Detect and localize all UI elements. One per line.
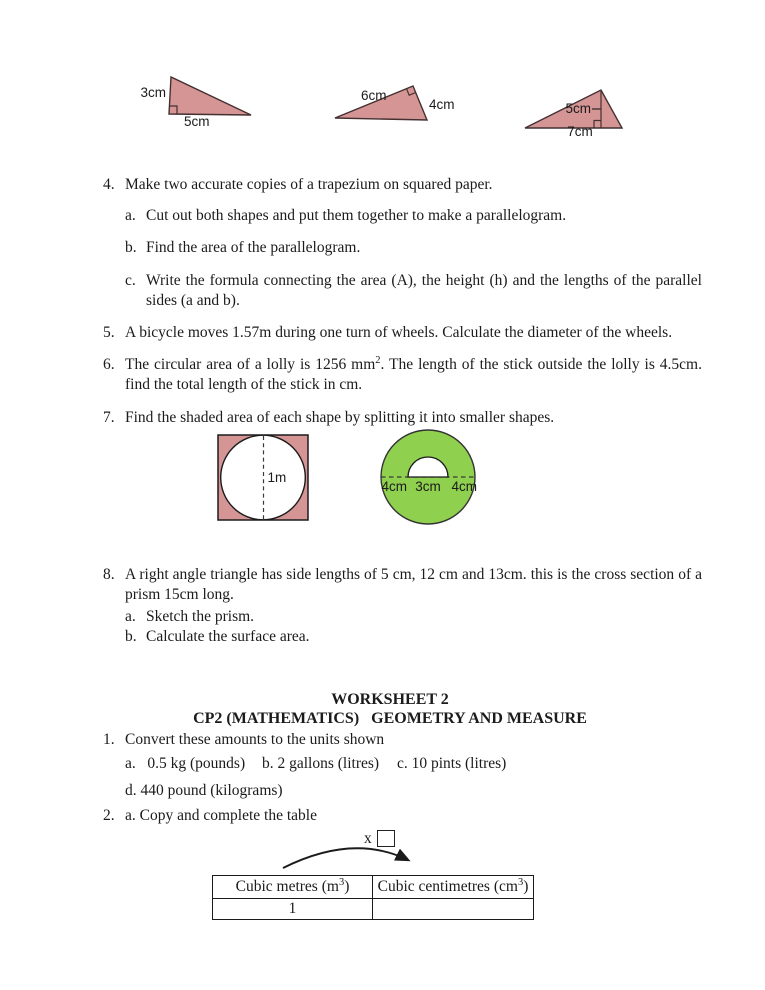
cell-cubic-centimetres-value[interactable]	[373, 899, 534, 920]
question-5-number: 5.	[103, 324, 115, 341]
cubed-superscript: 3	[338, 876, 345, 888]
header1-text: Cubic metres (m	[235, 878, 339, 895]
triangle-3-base-label: 7cm	[567, 124, 593, 139]
ws2-question-2-number: 2.	[103, 807, 115, 824]
ws2-q1-item-c: c. 10 pints (litres)	[397, 755, 507, 772]
question-8-text: A right angle triangle has side lengths of 5 cm, 12 cm and 13cm. this is the cross section of a prism 15cm long.	[125, 566, 702, 603]
question-6-text	[125, 355, 702, 395]
question-4b-letter: b.	[125, 239, 137, 256]
conversion-table	[212, 875, 534, 920]
multiplier-x-label: x	[364, 830, 372, 847]
question-5-text: A bicycle moves 1.57m during one turn of wheels. Calculate the diameter of the wheels.	[125, 324, 673, 341]
question-4b-text: Find the area of the parallelogram.	[146, 239, 361, 256]
triangle-2-side-label: 6cm	[361, 88, 387, 103]
shaded-shapes-figure	[0, 425, 765, 530]
question-8a	[125, 607, 254, 627]
ws2-question-1-number: 1.	[103, 731, 115, 748]
question-8-number: 8.	[103, 566, 115, 583]
question-5	[103, 323, 672, 343]
ws2-q1-item-a: a. 0.5 kg (pounds)	[125, 755, 246, 772]
question-4a	[125, 206, 566, 226]
question-8a-text: Sketch the prism.	[146, 608, 255, 625]
question-4	[103, 175, 493, 195]
ws2-question-2	[103, 806, 317, 826]
ring-left-label: 4cm	[381, 479, 408, 494]
triangles-figure	[0, 55, 765, 155]
triangle-2-base-label: 4cm	[429, 97, 455, 112]
question-8	[103, 565, 702, 605]
header2-close: )	[523, 878, 529, 895]
triangle-3-height-label: 5cm	[565, 101, 591, 116]
arrow-curve	[283, 848, 408, 868]
inscribed-circle	[221, 435, 306, 520]
header1-close: )	[344, 878, 350, 895]
triangle-1-side-label: 3cm	[140, 85, 166, 100]
question-8b	[125, 627, 310, 647]
worksheet-title: WORKSHEET 2	[331, 691, 449, 708]
cell-cubic-metres-value: 1	[213, 899, 373, 920]
squared-superscript: 2	[375, 354, 381, 366]
triangle-1	[169, 77, 251, 115]
triangle-1-base-label: 5cm	[184, 114, 210, 129]
question-4-number: 4.	[103, 176, 115, 193]
table-data-row	[213, 899, 534, 920]
ring-right-label: 4cm	[451, 479, 477, 494]
header-cubic-centimetres	[373, 876, 534, 899]
table-header-row	[213, 876, 534, 899]
ws2-question-2-text: a. Copy and complete the table	[125, 807, 317, 824]
question-4-text: Make two accurate copies of a trapezium on squared paper.	[125, 176, 493, 193]
question-6-number: 6.	[103, 356, 115, 373]
question-7-number: 7.	[103, 409, 115, 426]
question-4c-letter: c.	[125, 272, 136, 289]
conversion-arrow	[275, 826, 425, 872]
question-4a-letter: a.	[125, 207, 136, 224]
diameter-label: 1m	[267, 470, 287, 485]
question-6-text-post: . The length of the stick outside the lolly is 4.5cm. find the total length of the stick in cm.	[125, 356, 702, 393]
ring-middle-label: 3cm	[415, 479, 441, 494]
question-7-text: Find the shaded area of each shape by splitting it into smaller shapes.	[125, 409, 555, 426]
worksheet-subtitle: CP2 (MATHEMATICS) GEOMETRY AND MEASURE	[193, 710, 587, 727]
question-6-text-pre: The circular area of a lolly is 1256 mm	[125, 356, 376, 373]
header2-text: Cubic centimetres (cm	[377, 878, 518, 895]
question-8b-text: Calculate the surface area.	[146, 628, 310, 645]
question-4a-text: Cut out both shapes and put them together to make a parallelogram.	[146, 207, 567, 224]
cubed-superscript: 3	[517, 876, 524, 888]
ws2-question-1	[103, 730, 384, 750]
ws2-q1-item-b: b. 2 gallons (litres)	[262, 755, 380, 772]
ws2-question-1-text: Convert these amounts to the units shown	[125, 731, 385, 748]
question-4c	[125, 271, 702, 311]
question-6	[103, 355, 702, 395]
ws2-q1-item-d: d. 440 pound (kilograms)	[125, 782, 283, 799]
header-cubic-metres	[213, 876, 373, 899]
question-8b-letter: b.	[125, 628, 137, 645]
question-8a-letter: a.	[125, 608, 136, 625]
question-4b	[125, 238, 360, 258]
question-4c-text: Write the formula connecting the area (A), the height (h) and the lengths of the parallel sides (a and b).	[146, 272, 702, 309]
